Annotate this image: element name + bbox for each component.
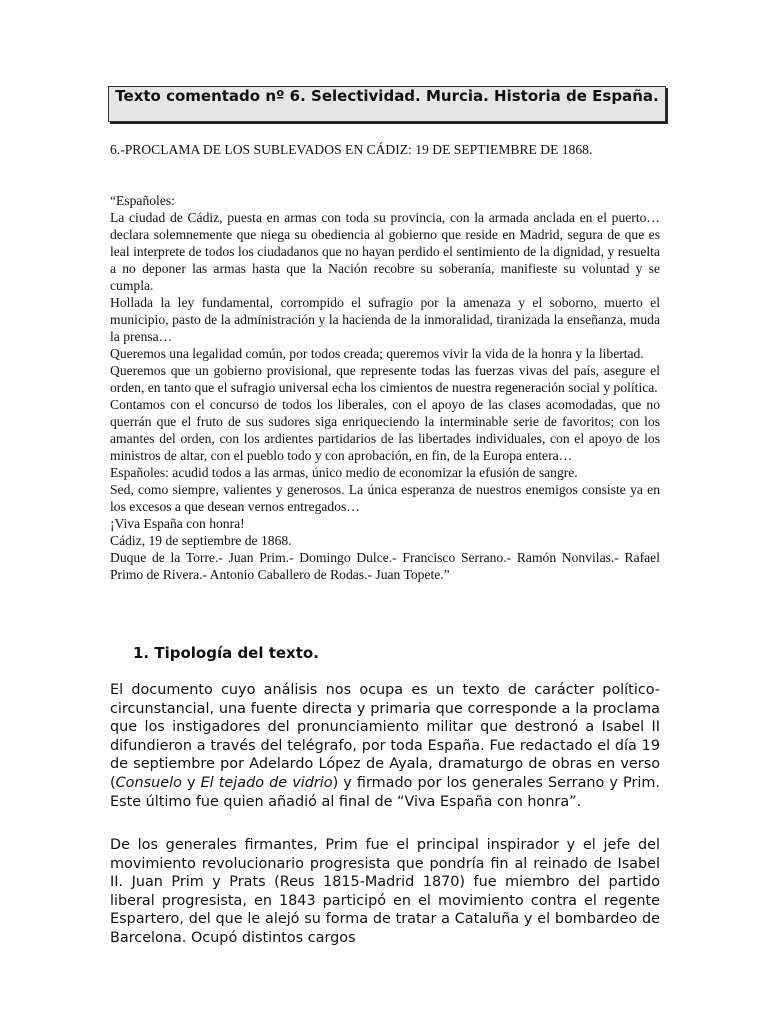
proclama-cry: ¡Viva España con honra! — [110, 516, 245, 531]
work-title-tejado: El tejado de vidrio — [200, 774, 333, 791]
proclama-paragraph: Sed, como siempre, valientes y generosos. La única esperanza de nuestros enemigos consiste ya en los excesos a que desean vernos entregados… — [110, 482, 660, 514]
proclama-greeting: “Españoles: — [110, 193, 175, 208]
proclama-paragraph: Queremos una legalidad común, por todos creada; queremos vivir la vida de la honra y la libertad. — [110, 346, 644, 361]
document-title: Texto comentado nº 6. Selectividad. Murcia. Historia de España. — [108, 86, 666, 122]
work-title-consuelo: Consuelo — [115, 774, 182, 791]
proclama-paragraph: Españoles: acudid todos a las armas, único medio de economizar la efusión de sangre. — [110, 465, 578, 480]
paragraph-text-b: ) y firmado por los generales Serrano y Prim. Este último fue quien añadió al final de “Viva España con honra”. — [110, 774, 660, 810]
section-paragraph-1 — [110, 681, 660, 811]
section-paragraph-2 — [110, 836, 660, 948]
proclama-paragraph: Hollada la ley fundamental, corrompido el sufragio por la amenaza y el soborno, muerto el municipio, pasto de la administración y la hacienda de la inmoralidad, tiranizada la enseñanza, muda la prensa… — [110, 295, 660, 344]
proclama-date: Cádiz, 19 de septiembre de 1868. — [110, 533, 292, 548]
proclama-heading-text: 6.-PROCLAMA DE LOS SUBLEVADOS EN CÁDIZ: 19 DE SEPTIEMBRE DE 1868. — [110, 142, 593, 157]
proclama-paragraph: Queremos que un gobierno provisional, que represente todas las fuerzas vivas del país, asegure el orden, en tanto que el sufragio universal echa los cimientos de nuestra regeneración social y política. — [110, 363, 660, 395]
proclama-heading — [110, 141, 660, 158]
proclama-signatories: Duque de la Torre.- Juan Prim.- Domingo Dulce.- Francisco Serrano.- Ramón Nonvilas.- Rafael Primo de Rivera.- Antonio Caballero de Rodas.- Juan Topete.” — [110, 550, 660, 582]
paragraph-connector: y — [181, 774, 201, 791]
section-heading: 1. Tipología del texto. — [133, 644, 319, 662]
paragraph-text: De los generales firmantes, Prim fue el principal inspirador y el jefe del movimiento revolucionario progresista que pondría fin al reinado de Isabel II. Juan Prim y Prats (Reus 1815-Madrid 1870) fue miembro del partido liberal progresista, en 1843 participó en el movimiento contra el regente Espartero, del que le alejó su forma de tratar a Cataluña y el bombardeo de Barcelona. Ocupó distintos cargos — [110, 837, 660, 946]
proclama-paragraph: Contamos con el concurso de todos los liberales, con el apoyo de las clases acomodadas, que no querrán que el fruto de sus sudores siga enriqueciendo la interminable serie de favoritos; con los amantes del orden, con los ardientes partidarios de las libertades individuales, con el apoyo de los ministros de altar, con el pueblo todo y con aprobación, en fin, de la Europa entera… — [110, 397, 660, 463]
proclama-body — [110, 192, 660, 583]
proclama-paragraph: La ciudad de Cádiz, puesta en armas con toda su provincia, con la armada anclada en el puerto… declara solemnemente que niega su obediencia al gobierno que reside en Madrid, segura de que es leal interprete de todos los ciudadanos que no hayan perdido el sentimiento de la dignidad, y resuelta a no deponer las armas hasta que la Nación recobre su soberanía, manifieste su voluntad y se cumpla. — [110, 210, 660, 293]
paragraph-text — [110, 681, 660, 811]
paragraph-text-a: El documento cuyo análisis nos ocupa es un texto de carácter político-circunstancial, una fuente directa y primaria que corresponde a la proclama que los instigadores del pronunciamiento militar que destronó a Isabel II difundieron a través del telégrafo, por toda España. Fue redactado el día 19 de septiembre por Adelardo López de Ayala, dramaturgo de obras en verso ( — [110, 682, 660, 791]
